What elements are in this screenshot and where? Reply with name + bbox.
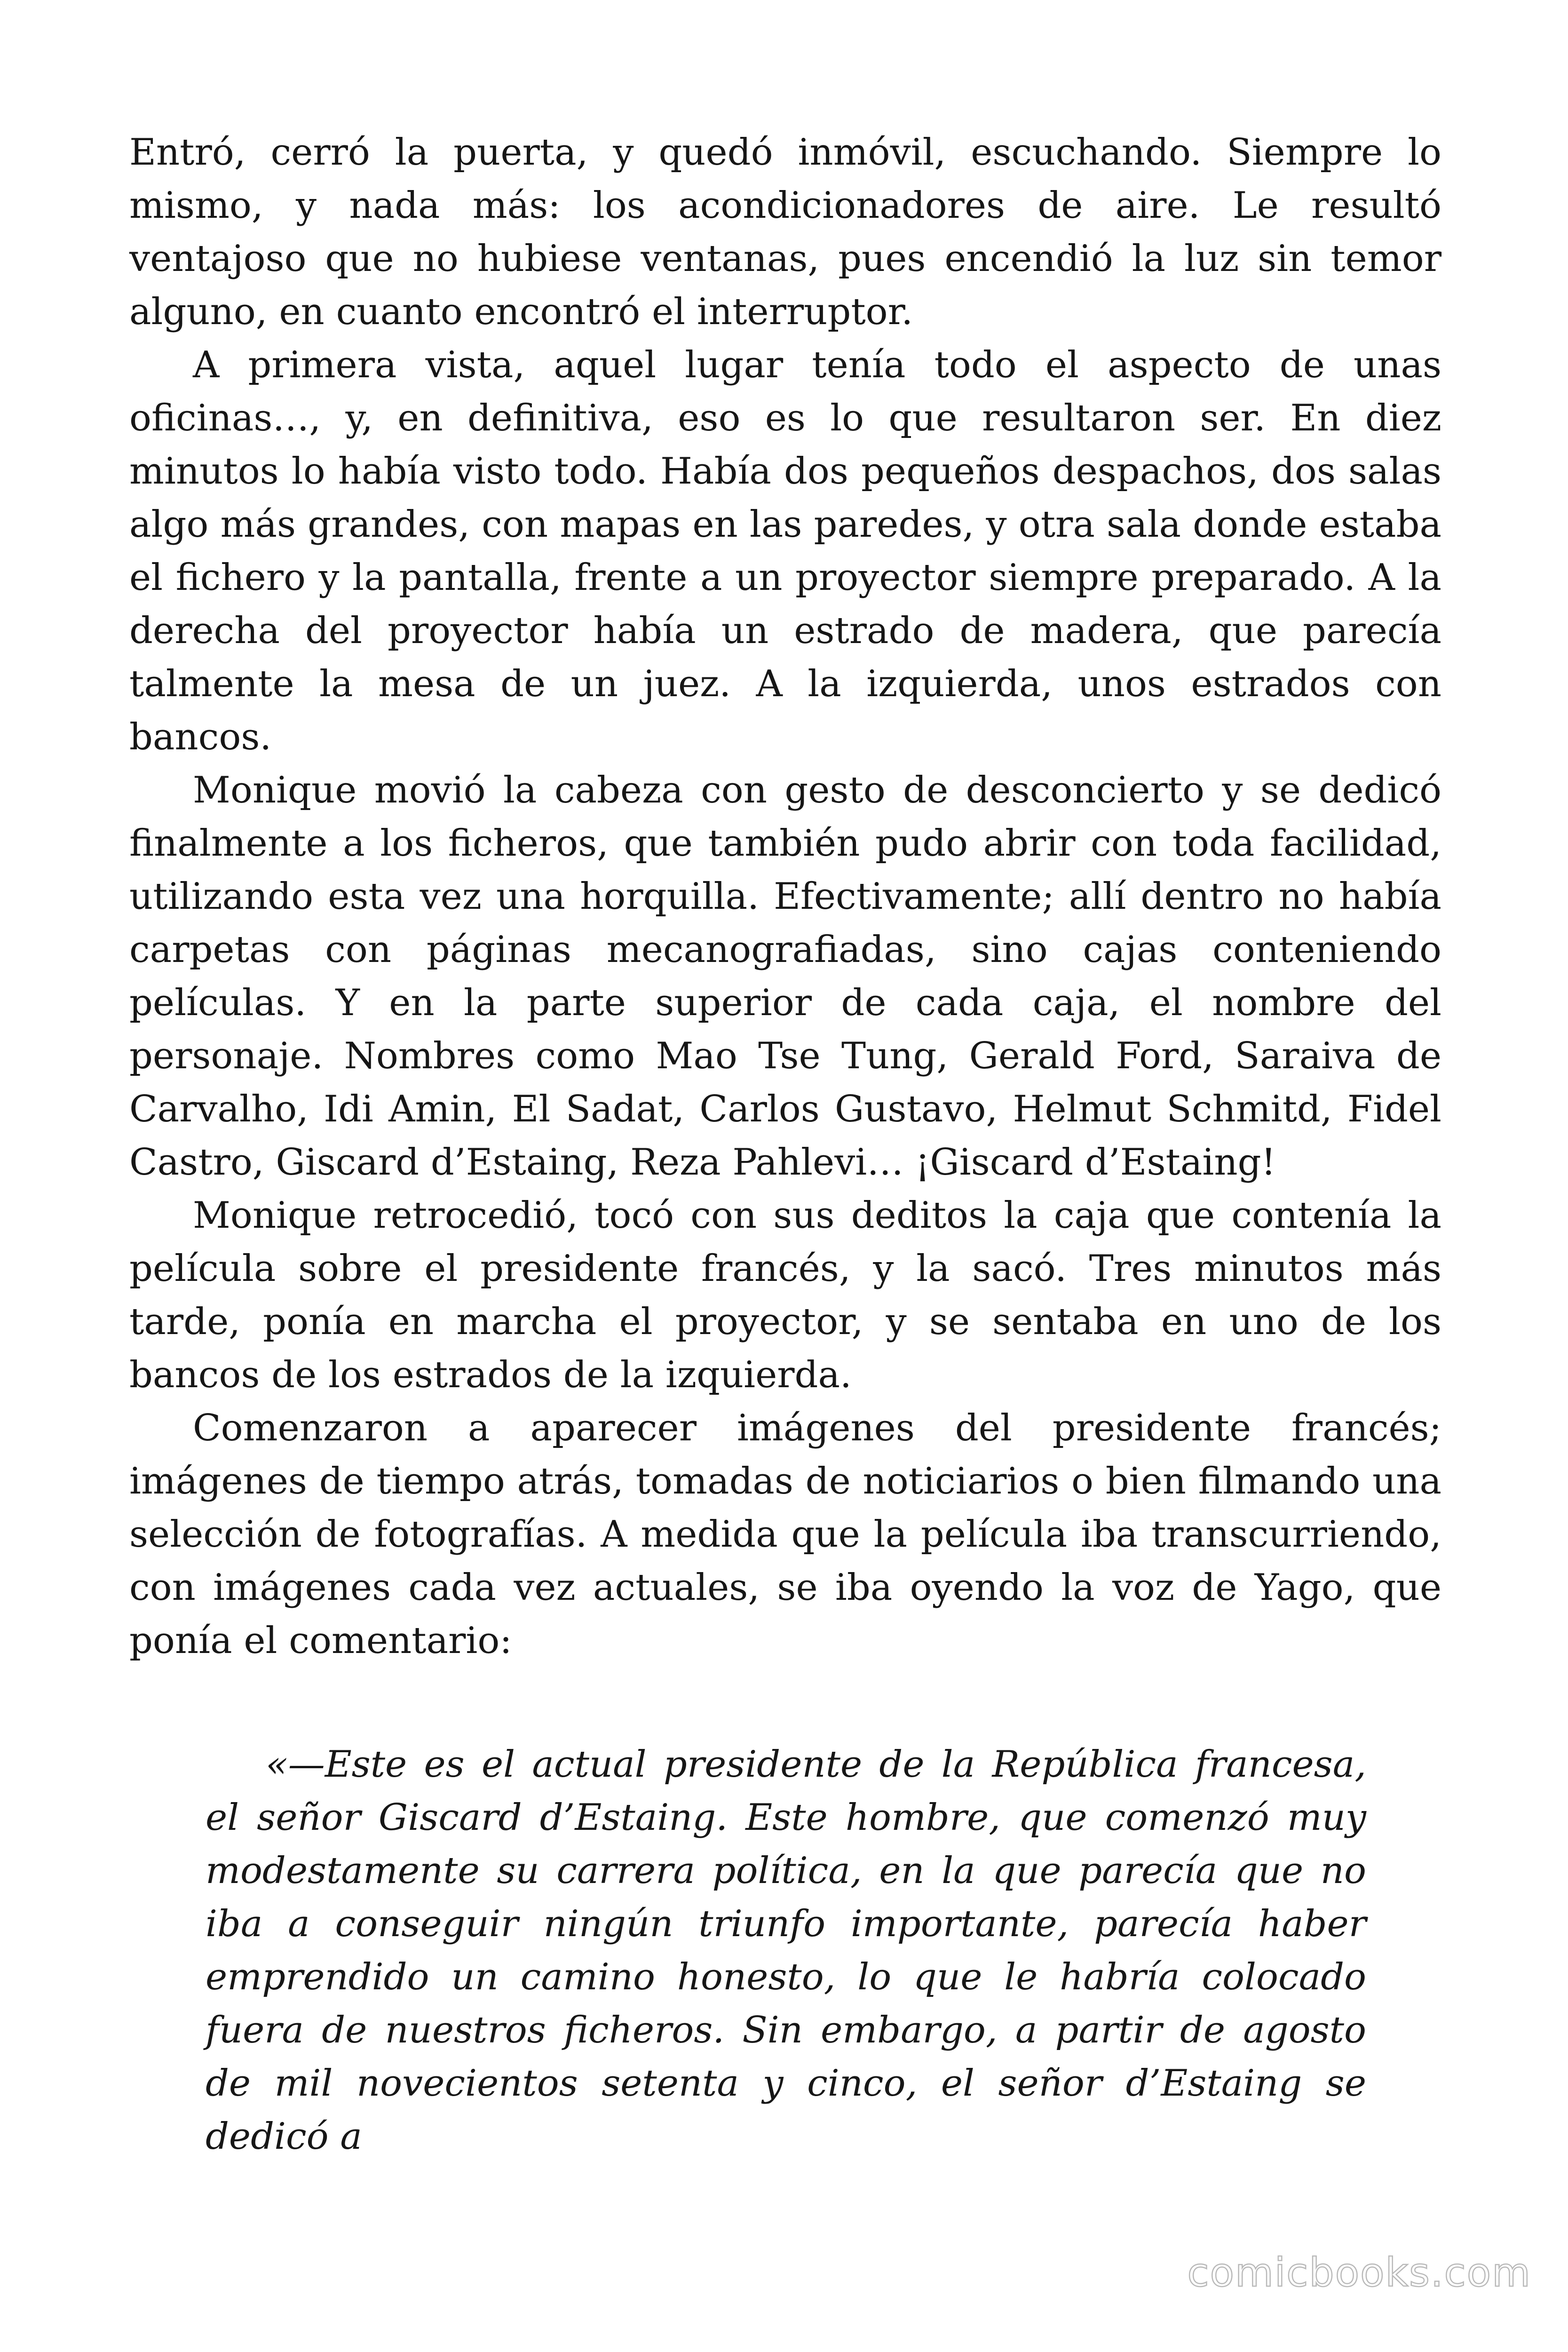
paragraph-1: Entró, cerró la puerta, y quedó inmóvil, escuchando. Siempre lo mismo, y nada más: los acondicionadores de aire. Le resultó ventajoso que no hubiese ventanas, pues encendió la luz sin temor alguno, en cuanto encontró el interruptor. bbox=[129, 131, 1441, 333]
paragraph-4: Monique retrocedió, tocó con sus deditos la caja que contenía la película sobre el presidente francés, y la sacó. Tres minutos más tarde, ponía en marcha el proyector, y se sentaba en uno de los bancos de los estrados de la izquierda. bbox=[129, 1194, 1441, 1396]
paragraph-5: Comenzaron a aparecer imágenes del presidente francés; imágenes de tiempo atrás, tomadas de noticiarios o bien filmando una selección de fotografías. A medida que la película iba transcurriendo, con imágenes cada vez actuales, se iba oyendo la voz de Yago, que ponía el comentario: bbox=[129, 1407, 1441, 1662]
paragraph-2: A primera vista, aquel lugar tenía todo el aspecto de unas oficinas…, y, en definitiva, eso es lo que resultaron ser. En diez minutos lo había visto todo. Había dos pequeños despachos, dos salas algo más grandes, con mapas en las paredes, y otra sala donde estaba el fichero y la pantalla, frente a un proyector siempre preparado. A la derecha del proyector había un estrado de madera, que parecía talmente la mesa de un juez. A la izquierda, unos estrados con bancos. bbox=[129, 344, 1441, 758]
watermark: comicbooks.com bbox=[1187, 2249, 1531, 2296]
paragraph-3: Monique movió la cabeza con gesto de desconcierto y se dedicó finalmente a los ficheros, que también pudo abrir con toda facilidad, utilizando esta vez una horquilla. Efectivamente; allí dentro no había carpetas con páginas mecanografiadas, sino cajas conteniendo películas. Y en la parte superior de cada caja, el nombre del personaje. Nombres como Mao Tse Tung, Gerald Ford, Saraiva de Carvalho, Idi Amin, El Sadat, Carlos Gustavo, Helmut Schmitd, Fidel Castro, Giscard d’Estaing, Reza Pahlevi… ¡Giscard d’Estaing! bbox=[129, 769, 1441, 1184]
page-body bbox=[129, 126, 1441, 2163]
block-quote: «—Este es el actual presidente de la República francesa, el señor Giscard d’Estaing. Este hombre, que comenzó muy modestamente su carrera política, en la que parecía que no iba a conseguir ningún triunfo importante, parecía haber emprendido un camino honesto, lo que le habría colocado fuera de nuestros ficheros. Sin embargo, a partir de agosto de mil novecientos setenta y cinco, el señor d’Estaing se dedicó a bbox=[206, 1743, 1366, 2158]
